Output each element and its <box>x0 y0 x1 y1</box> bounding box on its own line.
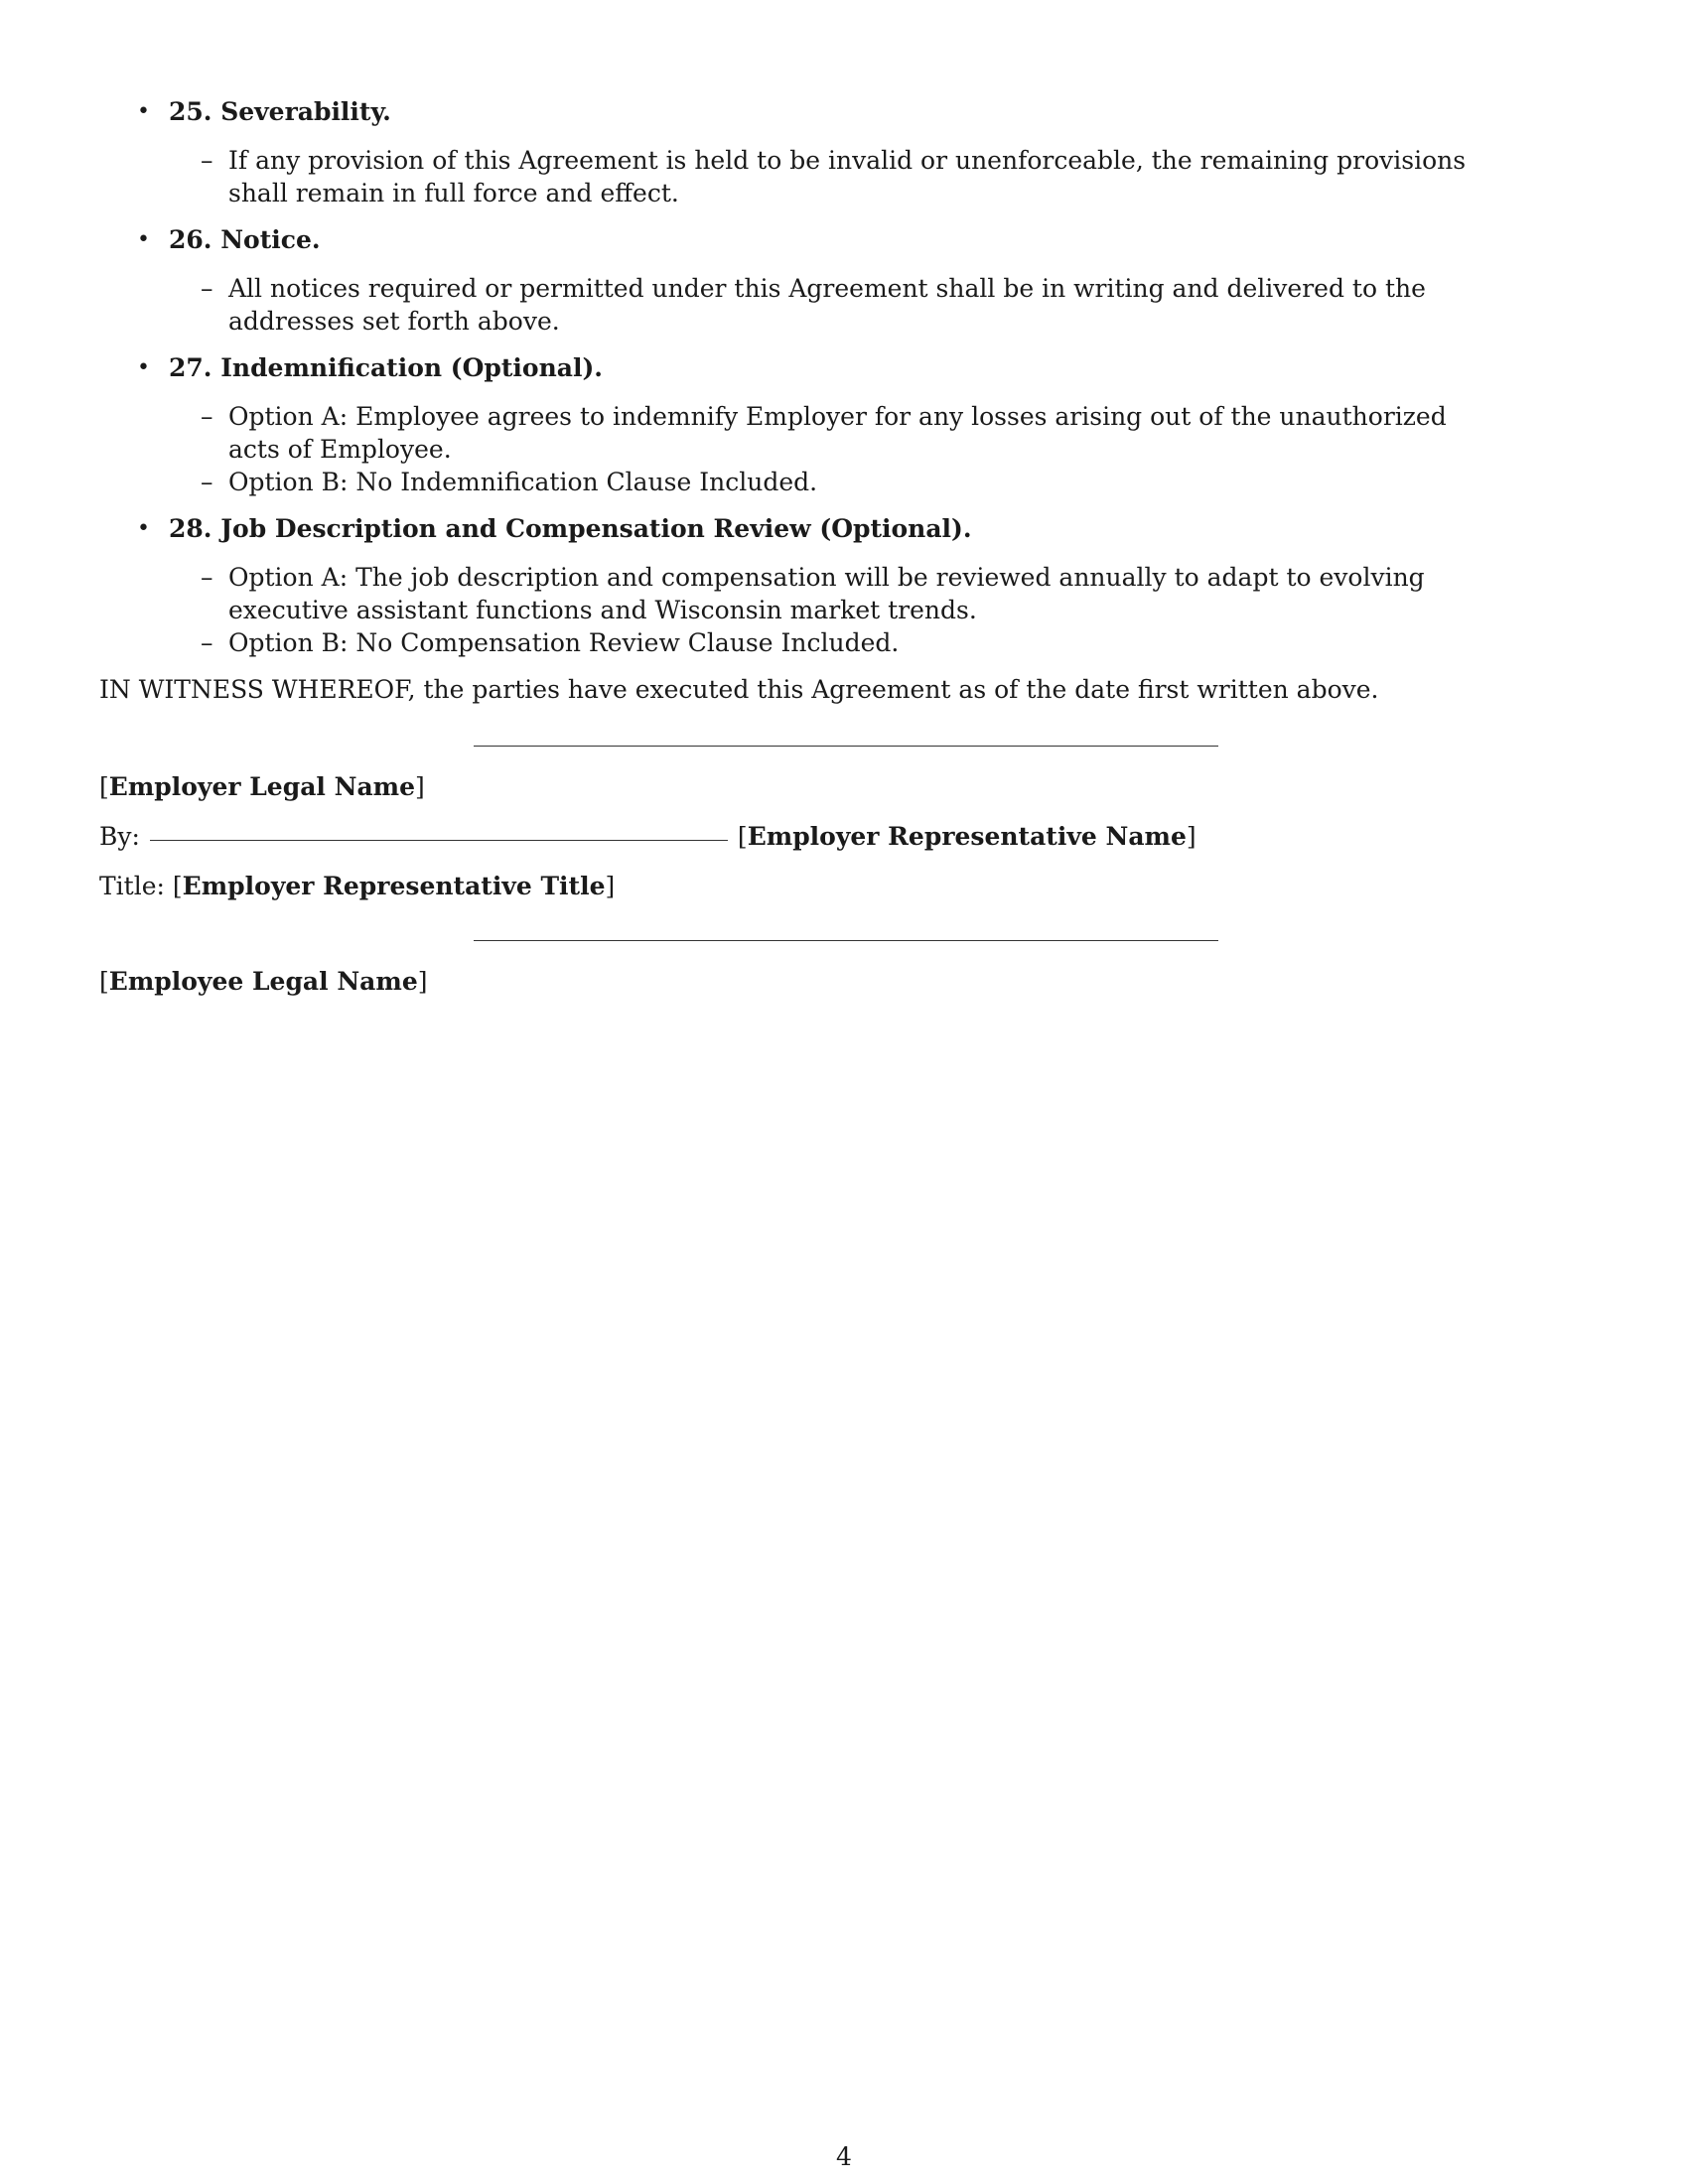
list-item-text: All notices required or permitted under this Agreement shall be in writing and delivered to the addresses set forth above. <box>228 274 1426 336</box>
section-indemnification <box>99 351 1589 498</box>
section-compensation-review <box>99 512 1589 659</box>
employer-representative-title: Employer Representative Title <box>182 872 606 900</box>
witness-clause: IN WITNESS WHEREOF, the parties have executed this Agreement as of the date first written above. <box>99 675 1379 704</box>
close-bracket: ] <box>605 872 616 900</box>
by-row <box>99 820 1589 853</box>
employee-signature-line <box>474 940 1218 941</box>
bullet: • <box>137 516 150 541</box>
list-item <box>169 561 1494 626</box>
list-item-text: Option A: The job description and compensation will be reviewed annually to adapt to evolving executive assistant functions and Wisconsin market trends. <box>228 563 1425 624</box>
list-item-text: Option B: No Compensation Review Clause Included. <box>228 628 900 657</box>
list-item-text: If any provision of this Agreement is held to be invalid or unenforceable, the remaining provisions shall remain in full force and effect. <box>228 146 1467 207</box>
title-row <box>99 870 1589 902</box>
open-bracket: [ <box>737 822 748 851</box>
section-title: 26. Notice. <box>169 225 321 254</box>
page-number: 4 <box>836 2142 852 2171</box>
bullet: • <box>137 99 150 124</box>
section-notice <box>99 223 1589 338</box>
employer-representative-name: Employer Representative Name <box>747 822 1187 851</box>
open-bracket: [ <box>99 772 109 801</box>
document-page <box>99 95 1589 998</box>
bullet: • <box>137 227 150 252</box>
list-item <box>169 144 1494 209</box>
employer-legal-name: Employer Legal Name <box>108 772 416 801</box>
close-bracket: ] <box>1186 822 1196 851</box>
dash: – <box>201 468 213 496</box>
employer-name-line <box>99 770 1589 803</box>
employer-signature-line <box>474 746 1218 747</box>
list-item <box>169 466 1494 498</box>
title-label: Title: <box>99 872 165 900</box>
section-severability <box>99 95 1589 209</box>
section-title: 28. Job Description and Compensation Review (Optional). <box>169 514 972 543</box>
by-signature-underline <box>150 840 728 841</box>
section-title: 25. Severability. <box>169 97 391 126</box>
dash: – <box>201 402 213 431</box>
list-item <box>169 626 1494 659</box>
open-bracket: [ <box>172 872 183 900</box>
close-bracket: ] <box>415 772 425 801</box>
dash: – <box>201 563 213 592</box>
close-bracket: ] <box>417 967 428 996</box>
by-label: By: <box>99 822 140 851</box>
employee-name-line <box>99 965 1589 998</box>
bullet: • <box>137 355 150 380</box>
list-item-text: Option A: Employee agrees to indemnify Employer for any losses arising out of the unauthorized acts of Employee. <box>228 402 1447 464</box>
section-title: 27. Indemnification (Optional). <box>169 353 603 382</box>
list-item <box>169 272 1494 338</box>
dash: – <box>201 628 213 657</box>
open-bracket: [ <box>99 967 109 996</box>
list-item-text: Option B: No Indemnification Clause Included. <box>228 468 818 496</box>
dash: – <box>201 146 213 175</box>
employee-legal-name: Employee Legal Name <box>108 967 418 996</box>
dash: – <box>201 274 213 303</box>
list-item <box>169 400 1494 466</box>
